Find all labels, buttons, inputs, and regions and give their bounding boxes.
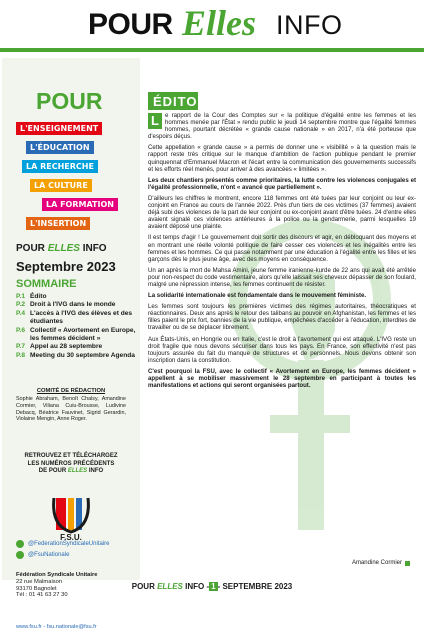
- footer-elles: ELLES: [157, 582, 183, 591]
- archive-info: INFO: [88, 468, 104, 475]
- footer: POUR ELLES INFO - 1 - SEPTEMBRE 2023: [131, 582, 293, 591]
- committee-heading: COMITÉ DE RÉDACTION: [36, 388, 106, 394]
- sidebar-title-elles: ELLES: [47, 243, 80, 254]
- edito-label: ÉDITO: [153, 94, 198, 109]
- paragraph-text: e rapport de la Cour des Comptes sur « la politique d'égalité entre les femmes et les hommes menée par l'État » rendu public le jeudi 14 septembre montre que l'égalité femmes hommes, pourtant décrétée « grande cause nationale » en 2017, n'a été porteuse que d'espoirs déçus.: [148, 112, 416, 141]
- paragraph: [148, 112, 416, 140]
- archive-line-2: LES NUMÉROS PRÉCÉDENTS: [27, 460, 115, 467]
- toc-text: Collectif « Avortement en Europe, les femmes décident »: [30, 326, 136, 343]
- paragraph: D'ailleurs les chiffres le montrent, encore 118 femmes ont été tuées par leur conjoint ou leur ex-conjoint en France au cours de l'année 2022. Près d'un tiers de ces victimes (37 femmes) avaient déjà subi des violences de la part de leur conjoint ou ex-conjoint avant d'être tuées. 24 d'entre elles avaient signalé ces violences antérieures à la police ou la gendarmerie, parmi lesquelles 19 avaient déposé une plainte.: [148, 194, 416, 231]
- masthead-elles: Elles: [182, 3, 257, 43]
- social-label: @FederationSyndicaleUnitaire: [28, 541, 110, 547]
- paragraph: Cette appellation « grande cause » a permis de donner une « visibilité » à la question mais le rapport reste très critique sur le manque d'ambition de l'action publique pendant le premier quinquennat d'Emmanuel Macron et l'écart entre la communication des gouvernements successifs et les efforts réel menés, pour arriver à des avancées « limitées ».: [148, 144, 416, 173]
- masthead-pour: POUR: [88, 8, 173, 41]
- archive-link[interactable]: [16, 453, 126, 476]
- sidebar-title-info: INFO: [82, 243, 107, 254]
- logo-text: F.S.U.: [60, 533, 82, 542]
- toc-item[interactable]: [16, 343, 136, 351]
- footer-pour: POUR: [131, 582, 155, 591]
- toc-page: P.4: [16, 309, 26, 317]
- mission-item: L'ENSEIGNEMENT: [16, 122, 102, 135]
- paragraph: C'est pourquoi la FSU, avec le collectif « Avortement en Europe, les femmes décident » appellent à se mobiliser massivement le 28 septembre en participant à toutes les manifestations et actions qui seront organisées partout.: [148, 367, 416, 390]
- sidebar: [2, 58, 140, 630]
- toc-item[interactable]: [16, 301, 136, 309]
- archive-de: DE: [38, 468, 48, 475]
- toc-item[interactable]: [16, 352, 136, 360]
- toc-page: P.2: [16, 301, 26, 309]
- social-twitter[interactable]: [16, 551, 136, 559]
- paragraph: Les deux chantiers présentés comme prioritaires, la lutte contre les violences conjugales et l'égalité professionnelle, n'ont « avancé que partiellement ».: [148, 176, 416, 191]
- archive-pour: POUR: [48, 468, 67, 475]
- toc-item[interactable]: [16, 327, 136, 344]
- toc-page: P.1: [16, 293, 26, 300]
- sidebar-title: [16, 243, 107, 254]
- masthead: [0, 0, 424, 46]
- mission-item: LA RECHERCHE: [22, 160, 98, 173]
- footer-info: INFO: [185, 582, 205, 591]
- table-of-contents: [16, 293, 136, 360]
- masthead-rule: [0, 48, 424, 52]
- mission-item: L'INSERTION: [26, 217, 90, 230]
- toc-text: Appel au 28 septembre: [30, 343, 103, 351]
- toc-item[interactable]: [16, 293, 136, 301]
- toc-page: P.7: [16, 343, 26, 351]
- twitter-icon: [16, 551, 24, 559]
- toc-page: P.6: [16, 326, 26, 334]
- signature-square-icon: [405, 561, 410, 566]
- committee-list: Sophie Abraham, Benoît Chalsy, Amandine Cormier, Viliana Cuiu-Brousse, Ludivine Debacq, Béatrice Fauvinet, Sigrid Gerardin, Violaine Mengin, Anne Roger.: [16, 396, 126, 423]
- drop-cap: L: [148, 113, 162, 129]
- org-name: Fédération Syndicale Unitaire: [16, 572, 98, 578]
- page-number: 1: [211, 582, 216, 591]
- mission-item: LA CULTURE: [30, 179, 92, 192]
- paragraph: Les femmes sont toujours les premières victimes des régimes autoritaires, théocratiques et réactionnaires. Deux ans après le retour des talibans au pouvoir en Afghanistan, les femmes et les filles paient le prix fort, bannies de la vie publique, empêchées d'accéder à l'éducation, interdites de travailler ou de se déplacer librement.: [148, 303, 416, 332]
- mission-item: L'ÉDUCATION: [26, 141, 94, 154]
- web-link[interactable]: www.fsu.fr - fsu.nationale@fsu.fr: [16, 624, 97, 630]
- address-line: 93170 Bagnolet: [16, 585, 57, 592]
- footer-date: SEPTEMBRE 2023: [222, 582, 293, 591]
- address-line: 22 rue Malmaison: [16, 578, 63, 585]
- signature-name: Amandine Cormier: [351, 560, 402, 566]
- masthead-info: INFO: [276, 10, 343, 40]
- toc-text: Droit à l'IVG dans le monde: [30, 301, 116, 309]
- toc-text: L'accès à l'IVG des élèves et des étudiantes: [30, 309, 133, 326]
- mission-item: LA FORMATION: [42, 198, 118, 211]
- toc-text: Édito: [30, 293, 47, 300]
- sidebar-title-pour: POUR: [16, 243, 45, 254]
- signature: [352, 560, 410, 566]
- toc-item[interactable]: [16, 310, 136, 327]
- phone: Tél : 01 41 63 27 30: [16, 592, 68, 599]
- paragraph: Il est temps d'agir ! Le gouvernement doit sortir des discours et agir, en débloquant des moyens et en montrant une réelle volonté politique de faire cesser ces violences et les inégalités entre les femmes et les hommes. Ce qui passe notamment par une éducation à l'égalité entre les filles et les garçons dès le plus jeune âge, avec des moyens en conséquence.: [148, 234, 416, 263]
- editorial-body: [148, 112, 416, 393]
- social-links: [16, 540, 136, 562]
- social-facebook[interactable]: [16, 540, 136, 548]
- facebook-icon: [16, 540, 24, 548]
- paragraph: La solidarité internationale est fondamentale dans le mouvement féministe.: [148, 292, 367, 300]
- issue-date: Septembre 2023: [16, 259, 116, 274]
- toc-page: P.8: [16, 351, 26, 359]
- sommaire-heading: SOMMAIRE: [16, 278, 77, 290]
- archive-line-1: RETROUVEZ ET TÉLÉCHARGEZ: [24, 453, 118, 459]
- sidebar-pour: POUR: [36, 88, 103, 114]
- social-label: @FsuNationale: [28, 552, 70, 558]
- archive-line-3: [16, 468, 126, 476]
- paragraph: Aux États-Unis, en Hongrie ou en Italie, c'est le droit à l'avortement qui est attaqué. L'IVG reste un droit fragile que nous devons sécuriser dans tous les pays. En France, son effectivité n'est pas toujours assurée du fait du manque de structures et de personnels. Nous devons obtenir son inscription dans la constitution.: [148, 335, 416, 364]
- sidebar-mission-list: [16, 118, 136, 232]
- paragraph: Un an après la mort de Mahsa Amini, jeune femme iranienne-kurde de 22 ans qui avait été arrêtée pour non-respect du code vestimentaire, alors qu'elle laissait ses cheveux dépasser de son foulard, malgré une répression intense, les femmes continuent de résister.: [148, 266, 416, 288]
- toc-text: Meeting du 30 septembre Agenda: [30, 351, 135, 359]
- archive-elles: ELLES: [67, 468, 88, 475]
